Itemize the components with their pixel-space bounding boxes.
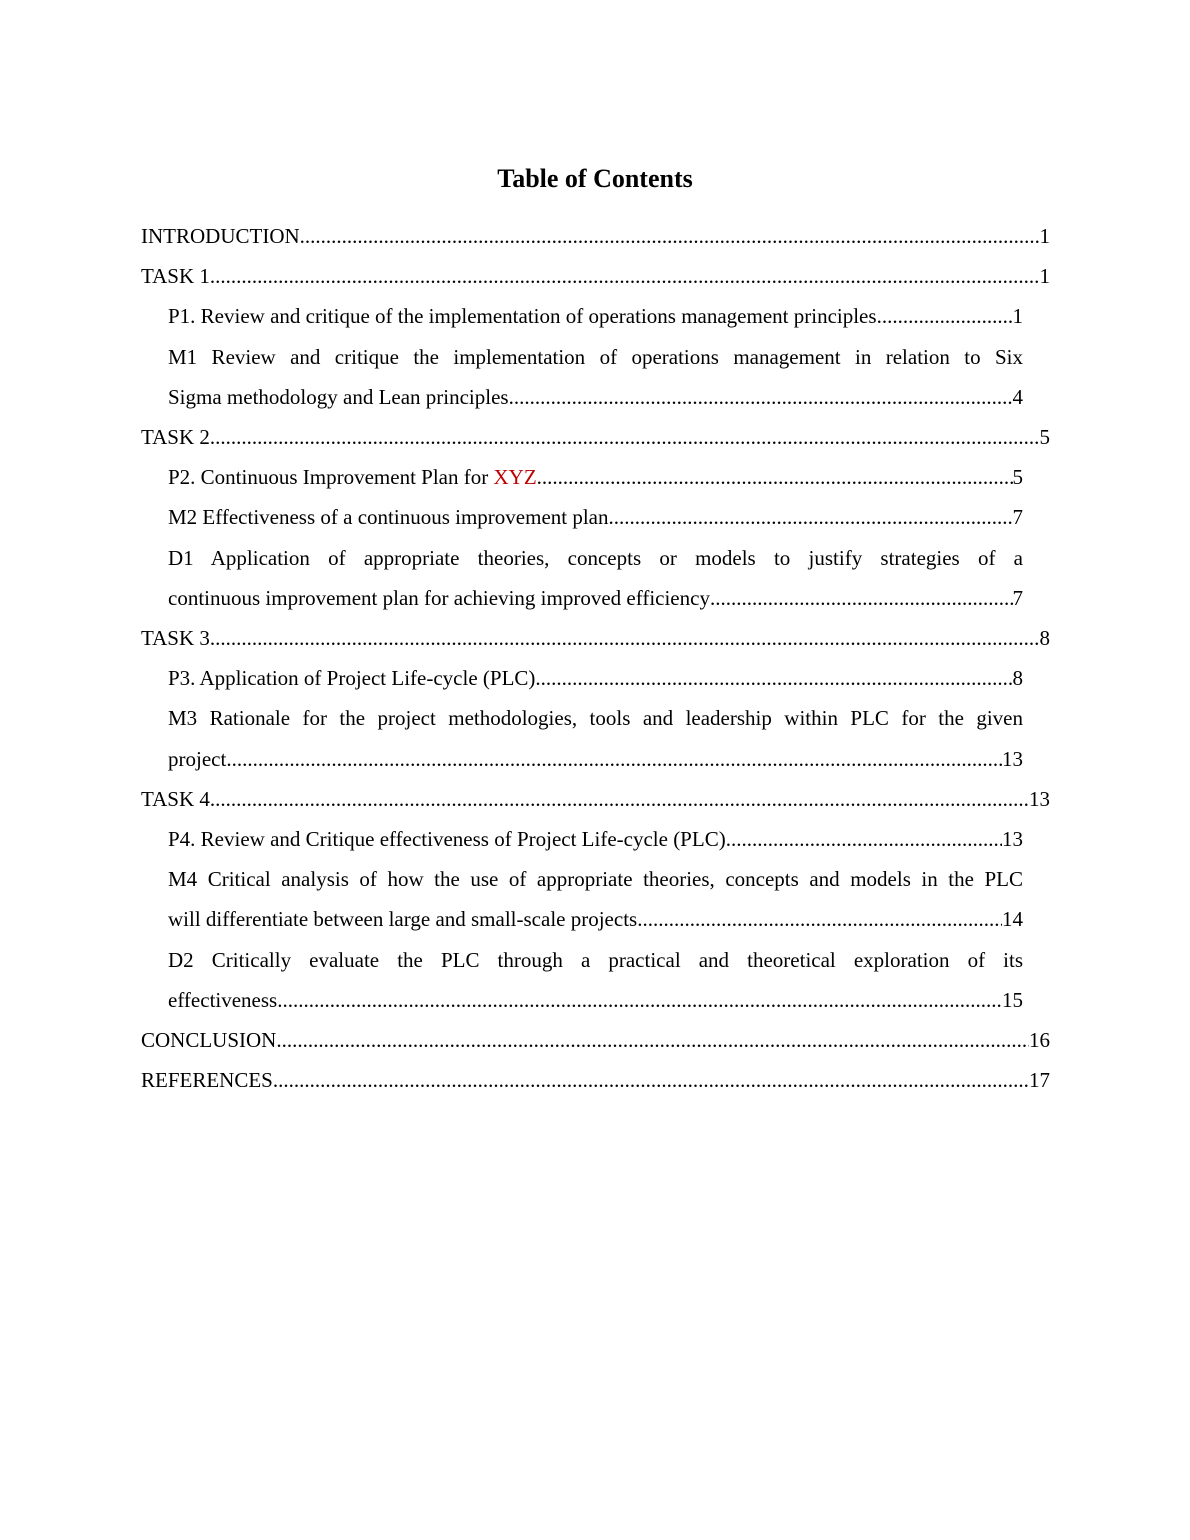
toc-entry-p3[interactable] — [168, 658, 1023, 698]
toc-entry-page-number: 1 — [1012, 304, 1023, 329]
toc-entry-p2[interactable] — [168, 457, 1023, 497]
dot-leader — [535, 658, 1012, 698]
toc-entry-label: will differentiate between large and small-scale projects — [168, 907, 638, 932]
toc-entry-page-number: 7 — [1012, 585, 1023, 610]
dot-leader — [277, 980, 1002, 1020]
toc-entry-label: continuous improvement plan for achieving improved efficiency — [168, 585, 710, 610]
toc-entry-d1[interactable] — [168, 538, 1023, 618]
toc-entry-label — [168, 457, 537, 497]
toc-entry-label-line1: M4 Critical analysis of how the use of appropriate theories, concepts and models in the PLC — [168, 867, 1023, 892]
dot-leader — [210, 779, 1029, 819]
toc-entry-p1[interactable] — [168, 296, 1023, 336]
toc-entry-label-line1: M1 Review and critique the implementation of operations management in relation to Six — [168, 344, 1023, 369]
toc-entry-label: P3. Application of Project Life-cycle (PLC) — [168, 666, 536, 691]
toc-title: Table of Contents — [497, 164, 693, 193]
toc-entry-label: TASK 1 — [141, 264, 210, 289]
toc-entry-m3[interactable] — [168, 698, 1023, 778]
toc-entry-page-number: 4 — [1012, 384, 1023, 409]
toc-entry-label: project — [168, 746, 227, 771]
toc-entry-task-1[interactable] — [141, 256, 1050, 296]
dot-leader — [300, 216, 1040, 256]
toc-entry-m1[interactable] — [168, 337, 1023, 417]
toc-entry-m4[interactable] — [168, 859, 1023, 939]
toc-entry-label: effectiveness — [168, 987, 278, 1012]
toc-entry-label: REFERENCES — [141, 1068, 273, 1093]
toc-entry-page-number: 5 — [1039, 425, 1050, 450]
dot-leader — [637, 899, 1002, 939]
dot-leader — [537, 457, 1013, 497]
toc-entry-page-number: 15 — [1002, 987, 1023, 1012]
toc-entry-page-number: 8 — [1012, 666, 1023, 691]
toc-entry-label: M2 Effectiveness of a continuous improvement plan — [168, 505, 609, 530]
toc-entry-label: TASK 2 — [141, 425, 210, 450]
toc-entry-page-number: 13 — [1002, 746, 1023, 771]
toc-entry-m2[interactable] — [168, 497, 1023, 537]
toc-entry-task-4[interactable] — [141, 779, 1050, 819]
toc-entry-label: P1. Review and critique of the implementation of operations management principles — [168, 304, 877, 329]
dot-leader — [609, 497, 1013, 537]
toc-entry-label: TASK 3 — [141, 626, 210, 651]
dot-leader — [726, 819, 1002, 859]
toc-entry-page-number: 13 — [1002, 827, 1023, 852]
toc-entry-page-number: 1 — [1039, 264, 1050, 289]
toc-entry-conclusion[interactable] — [141, 1020, 1050, 1060]
toc-entry-page-number: 14 — [1002, 907, 1023, 932]
toc-entry-task-2[interactable] — [141, 417, 1050, 457]
toc-entry-d2[interactable] — [168, 940, 1023, 1020]
toc-entry-label: INTRODUCTION — [141, 224, 300, 248]
toc-entry-task-3[interactable] — [141, 618, 1050, 658]
toc-entry-label: TASK 4 — [141, 786, 210, 811]
toc-entry-page-number: 8 — [1039, 626, 1050, 651]
toc-entry-label-line1: D1 Application of appropriate theories, concepts or models to justify strategies of a — [168, 545, 1023, 570]
toc-entry-label: P4. Review and Critique effectiveness of Project Life-cycle (PLC) — [168, 827, 726, 852]
toc-entry-label-line1: M3 Rationale for the project methodologies, tools and leadership within PLC for the given — [168, 706, 1023, 731]
dot-leader — [210, 417, 1040, 457]
toc-entry-page-number: 5 — [1012, 465, 1023, 490]
toc-entry-page-number: 1 — [1039, 224, 1050, 248]
toc-entry-label-prefix: P2. Continuous Improvement Plan for — [168, 465, 494, 490]
toc-entry-p4[interactable] — [168, 819, 1023, 859]
toc-entry-label-line1: D2 Critically evaluate the PLC through a practical and theoretical exploration of its — [168, 947, 1023, 972]
toc-entry-page-number: 17 — [1029, 1068, 1050, 1093]
toc-entry-references[interactable] — [141, 1060, 1050, 1100]
toc-entry-introduction[interactable] — [141, 216, 1050, 256]
toc-entry-label: CONCLUSION — [141, 1028, 277, 1053]
toc-entry-label: Sigma methodology and Lean principles — [168, 384, 509, 409]
toc-entry-page-number: 16 — [1029, 1028, 1050, 1053]
dot-leader — [276, 1020, 1029, 1060]
dot-leader — [509, 377, 1013, 417]
toc-entry-page-number: 7 — [1012, 505, 1023, 530]
dot-leader — [710, 578, 1013, 618]
dot-leader — [877, 296, 1013, 336]
dot-leader — [273, 1060, 1029, 1100]
toc-list — [141, 216, 1050, 1100]
dot-leader — [210, 256, 1040, 296]
dot-leader — [210, 618, 1040, 658]
company-placeholder-highlight: XYZ — [493, 465, 537, 490]
dot-leader — [226, 739, 1002, 779]
toc-entry-page-number: 13 — [1029, 786, 1050, 811]
